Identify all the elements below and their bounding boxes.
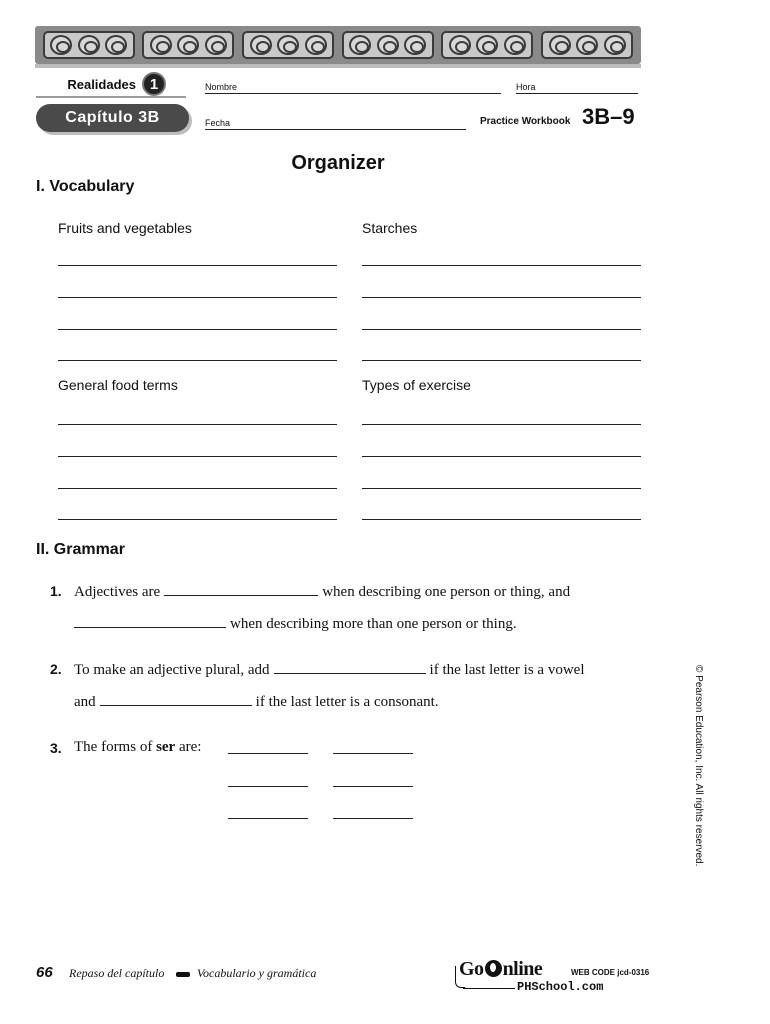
chapter-badge: Capítulo 3B <box>36 104 189 132</box>
web-code: WEB CODE jcd-0316 <box>571 968 650 977</box>
answer-line[interactable] <box>58 265 337 266</box>
fecha-field[interactable] <box>205 129 466 130</box>
banner-tile <box>43 31 135 59</box>
page-title: Organizer <box>291 152 385 174</box>
answer-line[interactable] <box>58 488 337 489</box>
copyright-notice: © Pearson Education, Inc. All rights reserved. <box>693 665 704 867</box>
ser-form-blank[interactable] <box>228 818 308 819</box>
answer-line[interactable] <box>362 297 641 298</box>
banner-tile <box>342 31 434 59</box>
q1-text-a: Adjectives are <box>74 584 161 600</box>
answer-line[interactable] <box>362 329 641 330</box>
banner-tile <box>242 31 334 59</box>
q2-text-d: if the last letter is a consonant. <box>255 694 439 710</box>
practice-workbook-label: Practice Workbook <box>480 116 571 127</box>
vocabulary-heading: I. Vocabulary <box>36 178 135 195</box>
q2-text-a: To make an adjective plural, add <box>74 662 270 678</box>
go-text: Go <box>459 958 484 980</box>
q2-blank-2[interactable] <box>100 692 252 706</box>
q1-text-b: when describing one person or thing, and <box>322 584 571 600</box>
answer-line[interactable] <box>58 519 337 520</box>
category-starches: Starches <box>362 220 418 236</box>
q1-blank-2[interactable] <box>74 614 226 628</box>
ser-form-blank[interactable] <box>333 786 413 787</box>
question-number: 3. <box>50 740 62 756</box>
phschool-link[interactable]: PHSchool.com <box>517 980 604 994</box>
footer-section: Repaso del capítulo <box>69 966 165 980</box>
ser-form-blank[interactable] <box>228 786 308 787</box>
question-2-line-2 <box>74 692 439 711</box>
answer-line[interactable] <box>362 519 641 520</box>
workbook-code: 3B–9 <box>582 104 635 129</box>
ser-form-blank[interactable] <box>333 753 413 754</box>
answer-line[interactable] <box>58 360 337 361</box>
realidades-label: Realidades <box>67 76 136 92</box>
globe-icon <box>485 960 502 977</box>
answer-line[interactable] <box>58 329 337 330</box>
question-number: 1. <box>50 583 62 599</box>
footer-subsection: Vocabulario y gramática <box>197 966 317 980</box>
page-number: 66 <box>36 964 53 981</box>
category-general-food-terms: General food terms <box>58 377 178 393</box>
question-1-line-1 <box>74 582 570 601</box>
nombre-label: Nombre <box>205 82 238 92</box>
level-badge: 1 <box>142 72 166 96</box>
ser-form-blank[interactable] <box>228 753 308 754</box>
go-online-underline <box>463 988 515 989</box>
fecha-label: Fecha <box>205 118 231 128</box>
question-3-text <box>74 739 201 756</box>
q1-blank-1[interactable] <box>164 582 318 596</box>
go-online-logo[interactable] <box>459 958 542 981</box>
answer-line[interactable] <box>362 265 641 266</box>
online-text: nline <box>502 958 543 980</box>
ser-form-blank[interactable] <box>333 818 413 819</box>
category-fruits-vegetables: Fruits and vegetables <box>58 220 192 236</box>
answer-line[interactable] <box>362 456 641 457</box>
q3-text-a: The forms of <box>74 739 153 755</box>
q2-text-c: and <box>74 694 96 710</box>
question-2-line-1 <box>74 660 585 679</box>
banner-underline <box>35 64 641 68</box>
q3-text-c: are: <box>178 739 202 755</box>
q2-text-b: if the last letter is a vowel <box>429 662 585 678</box>
answer-line[interactable] <box>362 424 641 425</box>
q1-text-c: when describing more than one person or thing. <box>230 616 517 632</box>
nombre-field[interactable] <box>205 93 501 94</box>
answer-line[interactable] <box>362 488 641 489</box>
answer-line[interactable] <box>362 360 641 361</box>
q3-verb: ser <box>156 739 176 755</box>
hora-label: Hora <box>516 82 536 92</box>
question-number: 2. <box>50 661 62 677</box>
banner-tile <box>441 31 533 59</box>
answer-line[interactable] <box>58 297 337 298</box>
answer-line[interactable] <box>58 456 337 457</box>
realidades-label-box <box>36 72 186 98</box>
banner-tile <box>142 31 234 59</box>
banner-tile <box>541 31 633 59</box>
question-1-line-2 <box>74 614 517 633</box>
category-types-of-exercise: Types of exercise <box>362 377 471 393</box>
answer-line[interactable] <box>58 424 337 425</box>
decorative-banner <box>35 26 641 64</box>
q2-blank-1[interactable] <box>274 660 426 674</box>
grammar-heading: II. Grammar <box>36 541 125 558</box>
footer-separator <box>176 972 190 977</box>
hora-field[interactable] <box>516 93 638 94</box>
